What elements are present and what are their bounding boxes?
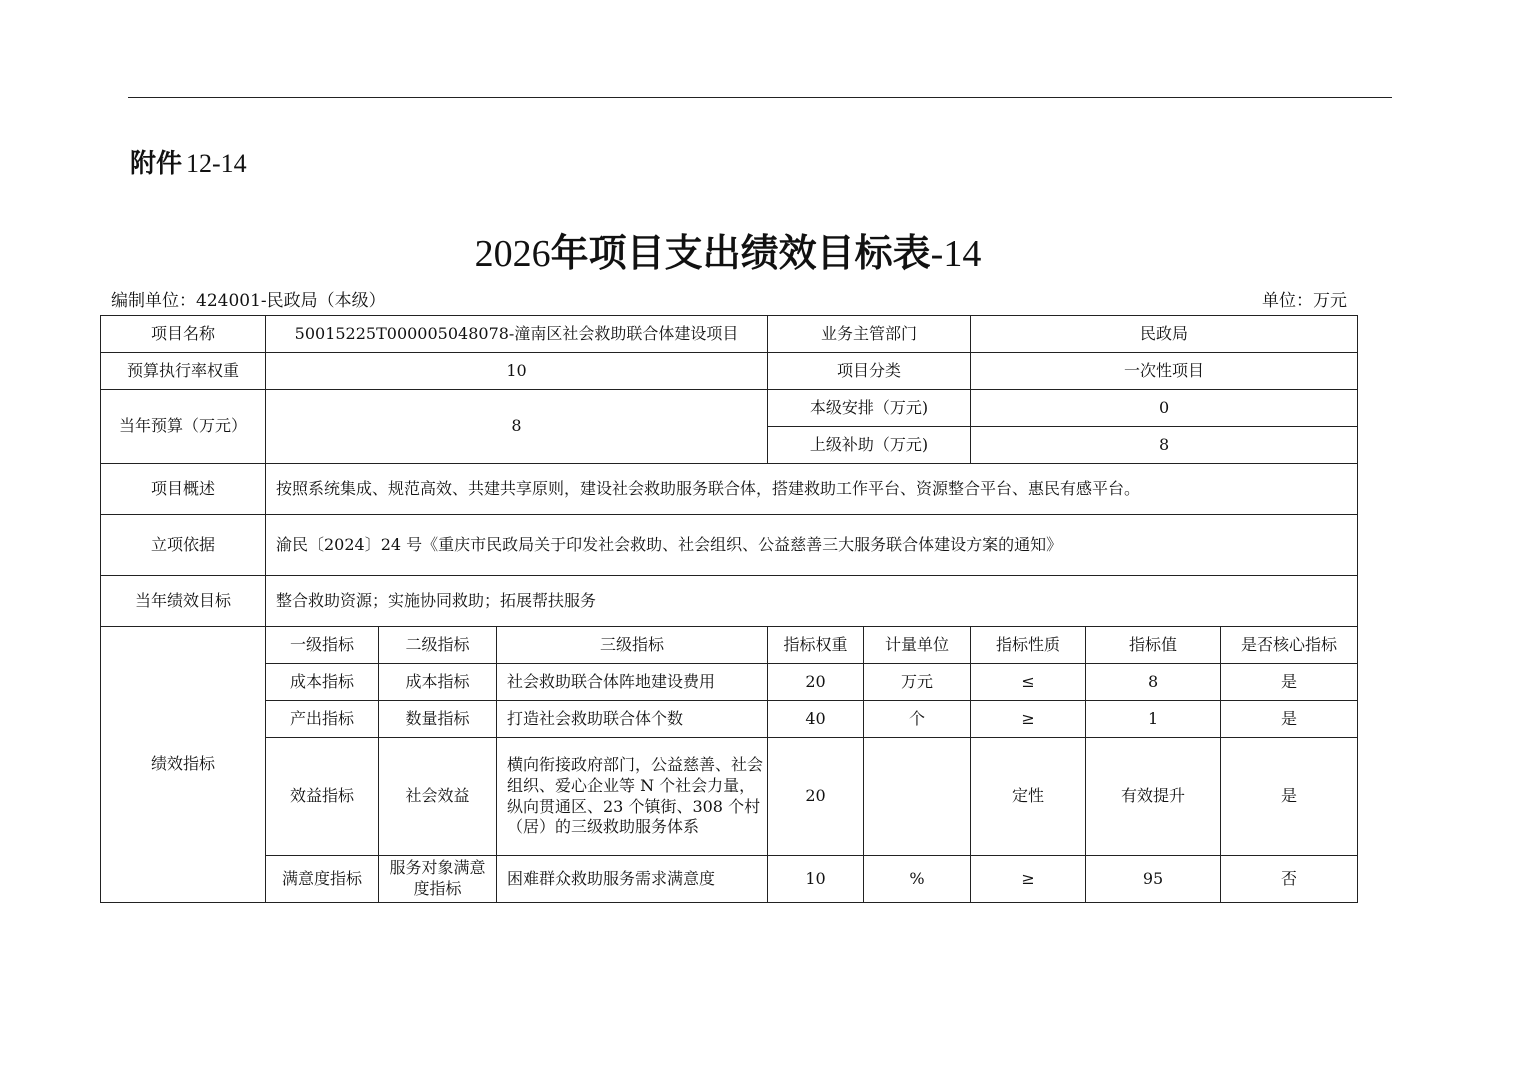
category-label: 项目分类 [768, 353, 971, 390]
indicator-cell: 困难群众救助服务需求满意度 [497, 856, 768, 903]
indicator-cell: 数量指标 [379, 701, 497, 738]
row-project-name [101, 316, 1358, 353]
indicator-cell: 服务对象满意度指标 [379, 856, 497, 903]
indicator-cell: ≥ [971, 856, 1086, 903]
overview-label: 项目概述 [101, 464, 266, 515]
row-overview [101, 464, 1358, 515]
local-value: 0 [971, 390, 1358, 427]
header-cell: 一级指标 [266, 627, 379, 664]
basis-value: 渝民〔2024〕24 号《重庆市民政局关于印发社会救助、社会组织、公益慈善三大服务联合体建设方案的通知》 [266, 515, 1358, 576]
indicator-row [101, 738, 1358, 856]
row-goal [101, 576, 1358, 627]
indicator-cell: 否 [1221, 856, 1358, 903]
upper-value: 8 [971, 427, 1358, 464]
indicator-cell: 横向衔接政府部门，公益慈善、社会组织、爱心企业等 N 个社会力量，纵向贯通区、23 个镇街、308 个村（居）的三级救助服务体系 [497, 738, 768, 856]
indicator-header-row [101, 627, 1358, 664]
indicator-cell: 定性 [971, 738, 1086, 856]
indicator-cell: 打造社会救助联合体个数 [497, 701, 768, 738]
project-name-label: 项目名称 [101, 316, 266, 353]
upper-label: 上级补助（万元) [768, 427, 971, 464]
indicator-cell: 产出指标 [266, 701, 379, 738]
dept-label: 业务主管部门 [768, 316, 971, 353]
header-cell: 是否核心指标 [1221, 627, 1358, 664]
goal-value: 整合救助资源；实施协同救助；拓展帮扶服务 [266, 576, 1358, 627]
dept-value: 民政局 [971, 316, 1358, 353]
attachment-number: 12-14 [186, 149, 247, 178]
attachment-label [130, 143, 247, 180]
indicator-cell [864, 738, 971, 856]
header-cell: 指标性质 [971, 627, 1086, 664]
indicator-cell: ≥ [971, 701, 1086, 738]
indicator-cell: 有效提升 [1086, 738, 1221, 856]
indicator-cell: 成本指标 [266, 664, 379, 701]
indicator-cell: ≤ [971, 664, 1086, 701]
header-cell: 三级指标 [497, 627, 768, 664]
goal-label: 当年绩效目标 [101, 576, 266, 627]
header-cell: 指标权重 [768, 627, 864, 664]
indicator-row [101, 701, 1358, 738]
budget-label: 当年预算（万元） [101, 390, 266, 464]
overview-value: 按照系统集成、规范高效、共建共享原则，建设社会救助服务联合体，搭建救助工作平台、资源整合平台、惠民有感平台。 [266, 464, 1358, 515]
weight-label: 预算执行率权重 [101, 353, 266, 390]
currency-unit: 单位：万元 [1262, 291, 1347, 311]
indicator-cell: 是 [1221, 664, 1358, 701]
indicator-cell: 效益指标 [266, 738, 379, 856]
category-value: 一次性项目 [971, 353, 1358, 390]
indicator-cell: 是 [1221, 701, 1358, 738]
indicator-cell: 8 [1086, 664, 1221, 701]
indicator-cell: 10 [768, 856, 864, 903]
indicator-cell: 满意度指标 [266, 856, 379, 903]
basis-label: 立项依据 [101, 515, 266, 576]
weight-value: 10 [266, 353, 768, 390]
indicator-row [101, 856, 1358, 903]
row-budget [101, 390, 1358, 427]
title-suffix: -14 [930, 233, 982, 275]
row-basis [101, 515, 1358, 576]
local-label: 本级安排（万元) [768, 390, 971, 427]
indicator-cell: 社会救助联合体阵地建设费用 [497, 664, 768, 701]
title-year: 2026 [474, 233, 551, 275]
indicator-cell: 成本指标 [379, 664, 497, 701]
indicator-cell: 是 [1221, 738, 1358, 856]
indicator-cell: 20 [768, 664, 864, 701]
indicator-cell: 40 [768, 701, 864, 738]
page-title [0, 222, 1456, 277]
header-cell: 二级指标 [379, 627, 497, 664]
indicator-cell: 个 [864, 701, 971, 738]
indicator-cell: % [864, 856, 971, 903]
performance-table [100, 315, 1358, 903]
header-cell: 指标值 [1086, 627, 1221, 664]
top-rule [128, 97, 1392, 98]
header-cell: 计量单位 [864, 627, 971, 664]
row-weight [101, 353, 1358, 390]
indicator-cell: 20 [768, 738, 864, 856]
compiling-unit: 编制单位：424001-民政局（本级） [111, 291, 386, 311]
title-main: 年项目支出绩效目标表 [550, 230, 931, 275]
indicator-cell: 1 [1086, 701, 1221, 738]
indicators-section-label: 绩效指标 [101, 627, 266, 903]
indicator-cell: 万元 [864, 664, 971, 701]
attachment-word: 附件 [130, 149, 183, 179]
indicator-cell: 95 [1086, 856, 1221, 903]
project-name-value: 50015225T000005048078-潼南区社会救助联合体建设项目 [266, 316, 768, 353]
budget-value: 8 [266, 390, 768, 464]
indicator-row [101, 664, 1358, 701]
indicator-cell: 社会效益 [379, 738, 497, 856]
